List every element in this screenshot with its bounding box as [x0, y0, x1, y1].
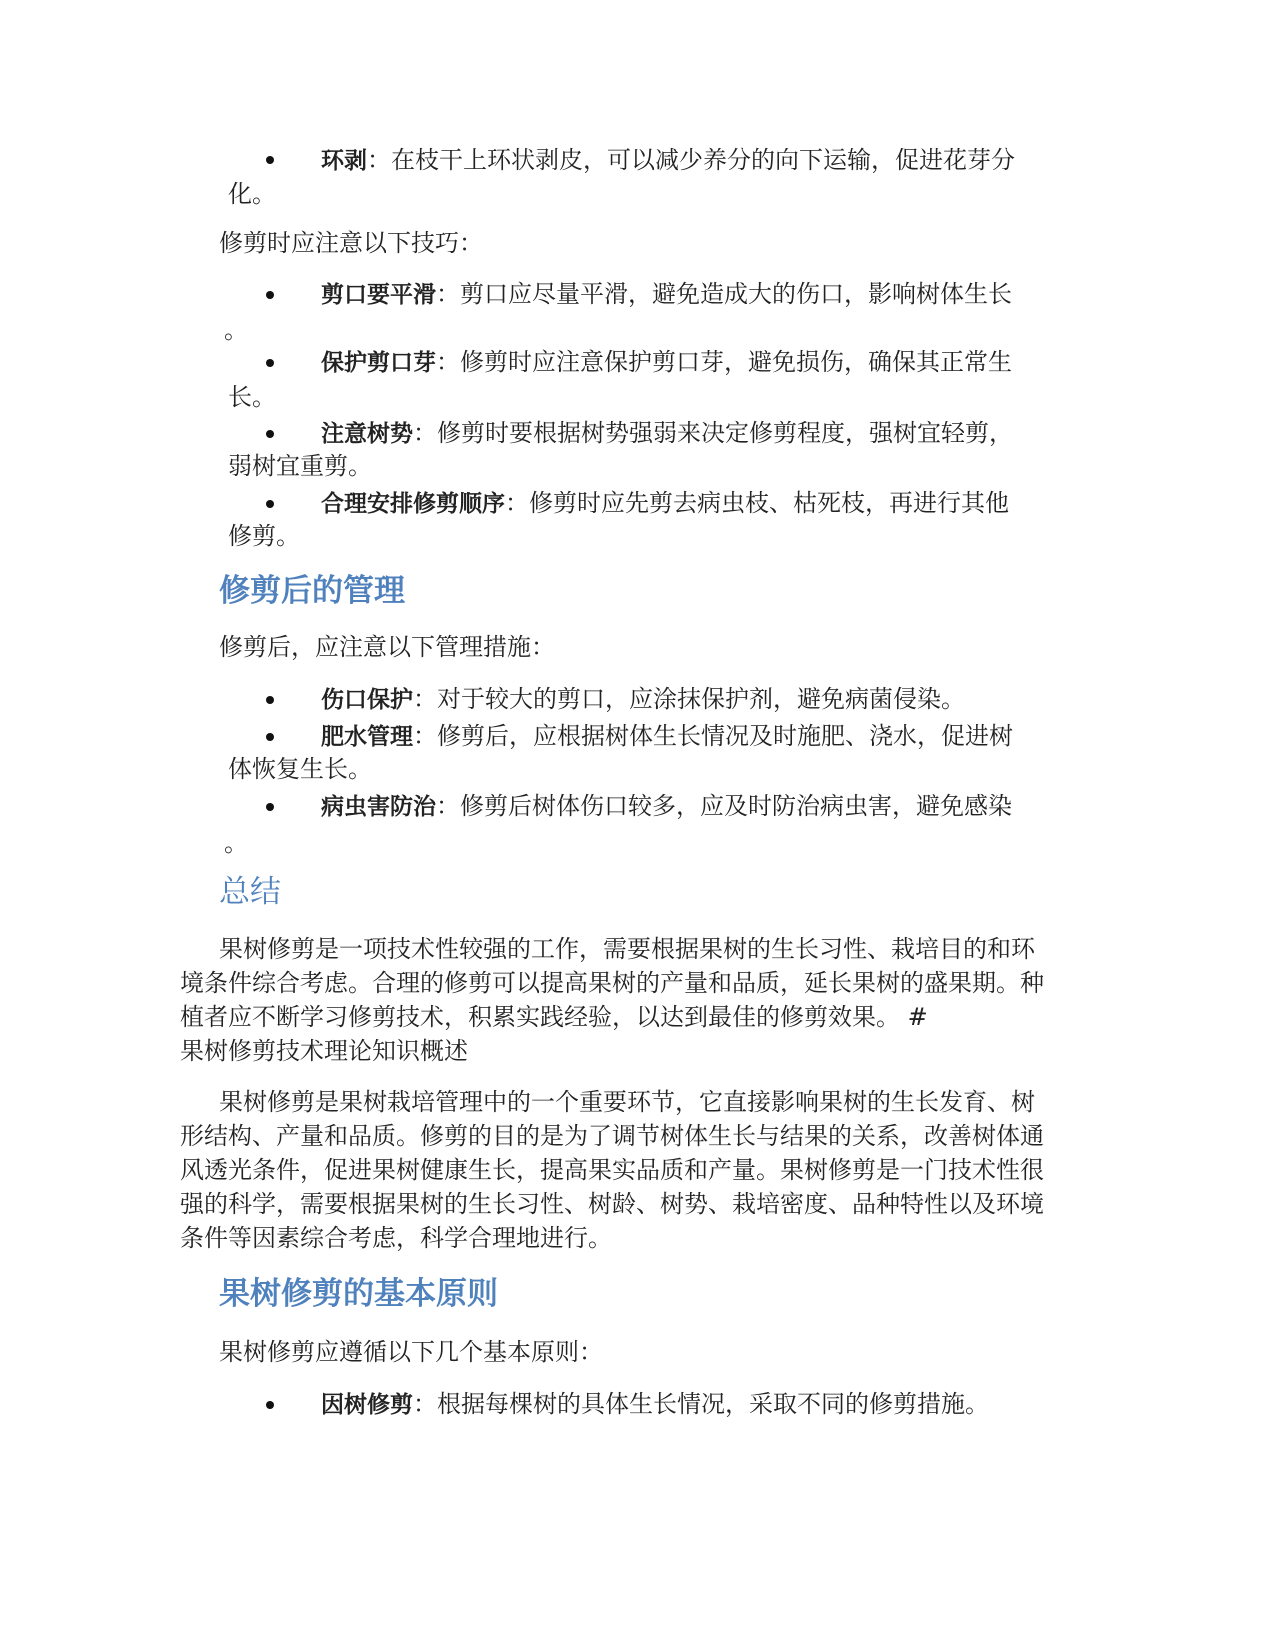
bullet-icon — [266, 733, 274, 741]
overview-line: 果树修剪是果树栽培管理中的一个重要环节，它直接影响果树的生长发育、树 — [219, 1088, 1035, 1116]
after-text: ：修剪后树体伤口较多，应及时防治病虫害，避免感染 — [436, 792, 1012, 820]
after-line — [321, 719, 1013, 754]
overview-line: 条件等因素综合考虑，科学合理地进行。 — [180, 1224, 612, 1252]
after-text: ：修剪后，应根据树体生长情况及时施肥、浇水，促进树 — [413, 722, 1013, 750]
bullet-text: ：在枝干上环状剥皮，可以减少养分的向下运输，促进花芽分 — [367, 146, 1015, 174]
tip-line — [321, 345, 1012, 380]
summary-line: 果树修剪是一项技术性较强的工作，需要根据果树的生长习性、栽培目的和环 — [219, 935, 1035, 963]
overview-line: 形结构、产量和品质。修剪的目的是为了调节树体生长与结果的关系，改善树体通 — [180, 1122, 1044, 1150]
tip-line — [321, 416, 1013, 451]
tip-term: 注意树势 — [321, 421, 413, 447]
section-heading-after: 修剪后的管理 — [219, 573, 405, 609]
bullet-icon — [266, 156, 274, 164]
bullet-line — [321, 143, 1015, 178]
overview-line: 强的科学，需要根据果树的生长习性、树龄、树势、栽培密度、品种特性以及环境 — [180, 1190, 1044, 1218]
summary-line: 境条件综合考虑。合理的修剪可以提高果树的产量和品质，延长果树的盛果期。种 — [180, 969, 1044, 997]
bullet-continuation: 化。 — [228, 180, 276, 208]
after-term: 病虫害防治 — [321, 794, 436, 820]
tip-text: ：剪口应尽量平滑，避免造成大的伤口，影响树体生长 — [436, 280, 1012, 308]
overview-line: 风透光条件，促进果树健康生长，提高果实品质和产量。果树修剪是一门技术性很 — [180, 1156, 1044, 1184]
tip-term: 保护剪口芽 — [321, 350, 436, 376]
after-term: 伤口保护 — [321, 687, 413, 713]
bullet-icon — [266, 696, 274, 704]
after-text: ：对于较大的剪口，应涂抹保护剂，避免病菌侵染。 — [413, 685, 965, 713]
bullet-icon — [266, 430, 274, 438]
tip-line — [321, 486, 1009, 521]
tip-continuation: 弱树宜重剪。 — [228, 452, 372, 480]
after-term: 肥水管理 — [321, 724, 413, 750]
tip-text: ：修剪时应先剪去病虫枝、枯死枝，再进行其他 — [505, 489, 1009, 517]
tip-term: 合理安排修剪顺序 — [321, 491, 505, 517]
after-continuation: 体恢复生长。 — [228, 755, 372, 783]
bullet-icon — [266, 291, 274, 299]
after-continuation: 。 — [224, 829, 248, 857]
tip-text: ：修剪时要根据树势强弱来决定修剪程度，强树宜轻剪， — [413, 419, 1013, 447]
tip-continuation: 长。 — [228, 383, 276, 411]
tip-continuation: 。 — [224, 316, 248, 344]
principle-line — [321, 1387, 989, 1422]
tip-term: 剪口要平滑 — [321, 282, 436, 308]
section-heading-summary: 总结 — [219, 874, 281, 910]
intro-principles: 果树修剪应遵循以下几个基本原则： — [219, 1338, 603, 1366]
intro-after: 修剪后，应注意以下管理措施： — [219, 633, 555, 661]
tip-continuation: 修剪。 — [228, 522, 300, 550]
section-heading-principles: 果树修剪的基本原则 — [219, 1276, 498, 1312]
bullet-icon — [266, 1401, 274, 1409]
tip-line — [321, 277, 1012, 312]
bullet-term: 环剥 — [321, 148, 367, 174]
after-line — [321, 682, 965, 717]
principle-text: ：根据每棵树的具体生长情况，采取不同的修剪措施。 — [413, 1390, 989, 1418]
summary-line: 果树修剪技术理论知识概述 — [180, 1037, 468, 1065]
tip-text: ：修剪时应注意保护剪口芽，避免损伤，确保其正常生 — [436, 348, 1012, 376]
intro-tips: 修剪时应注意以下技巧： — [219, 229, 483, 257]
bullet-icon — [266, 803, 274, 811]
bullet-icon — [266, 359, 274, 367]
principle-term: 因树修剪 — [321, 1392, 413, 1418]
summary-line: 植者应不断学习修剪技术，积累实践经验，以达到最佳的修剪效果。 # — [180, 1003, 928, 1031]
bullet-icon — [266, 500, 274, 508]
after-line — [321, 789, 1012, 824]
